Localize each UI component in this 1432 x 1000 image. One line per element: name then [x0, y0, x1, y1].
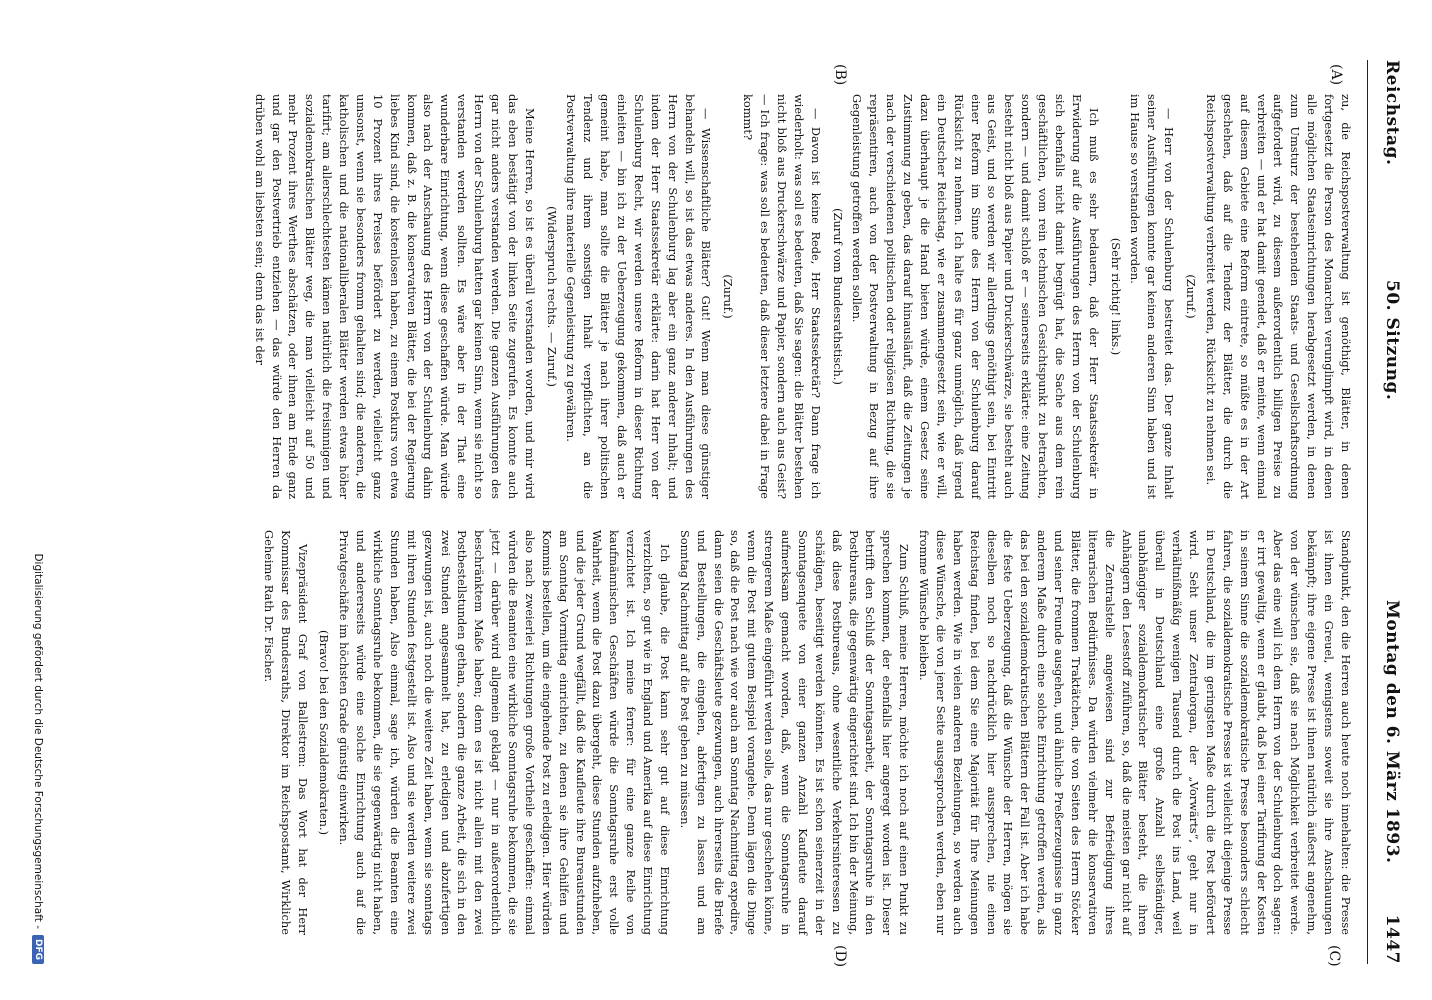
- margin-marker-d: (D): [832, 945, 848, 968]
- interjection: (Zuruf.): [1184, 274, 1199, 319]
- paragraph: Ich muß es sehr bedauern, daß der Herr Staatssekretär in Erwiderung auf die Ausführungen des Herrn von der Schulenburg sich ebenfalls nicht damit begnügt hat, die Sache aus dem rein geschäftlichen, vom rein technischen Gesichtspunkt zu betrachten, sondern — und damit schloß er — seinerseits erklärte: eine Zeitung besteht nicht bloß aus Papier und Druckerschwärze, sie besteht auch aus Geist, und so werden wir allerdings genöthigt sein, bei Eintritt einer Reform im Sinne des Herrn von der Schulenburg darauf Rücksicht zu nehmen. Ich halte es für ganz unmöglich, daß irgend ein Deutscher Reichstag, wie er zusammengesetzt sein, wie er will, dazu überhaupt je die Hand bieten würde, einem Gesetz seine Zustimmung zu geben, das darauf hinausläuft, daß die Zeitungen je nach der verschiedenen politischen oder religiösen Richtung, die sie repräsentiren, auch von der Postverwaltung in Bezug auf ihre Gegenleistung getroffen werden sollen.: [850, 94, 1101, 499]
- paragraph: Standpunkt, den die Herren auch heute noch innehalten: die Presse ist ihnen ein Greuel, wenigstens soweit sie ihre Anschauungen bekämpft; ihre eigene Presse ist ihnen natürlich äußerst angenehm, von der wünschen sie, daß sie nach Möglichkeit verbreitet werde. Aber das eine will ich dem Herrn von der Schulenburg doch sagen: er irrt gewaltig, wenn er glaubt, daß bei einer Tarifirung der Kosten in seinem Sinne die sozialdemokratische Presse besonders schlecht fahren, die sozialdemokratische Presse ist vielleicht diejenige Presse in Deutschland, die im geringsten Maße durch die Post befördert wird. Seht unser Zentralorgan, der „Vorwärts“, geht nur in verhältnißmäßig wenigen Tausend durch die Post ins Land, weil überall in Deutschland eine große Anzahl selbständiger, unabhängiger sozialdemokratischer Blätter besteht, die ihren Anhängern den Lesestoff zuführen, so, daß die meisten gar nicht auf die Zentralstelle angewiesen sind zur Befriedigung ihres literarischen Bedürfnisses. Da würden vielmehr die konservativen Blätter, die frommen Traktätchen, die von Seiten des Herrn Stöcker und seiner Freunde ausgehen, und ähnliche Preßerzeugnisse in ganz anderem Maße durch eine solche Einrichtung getroffen werden, als das bei den sozialdemokratischen Blättern der Fall ist. Aber ich habe die feste Ueberzeugung, daß die Wünsche der Herren, mögen sie dieselben noch so nachdrücklich hier aussprechen, nie einen Reichstag finden, bei dem Sie eine Majorität für Ihre Meinungen haben werden. Wie in vielen anderen Beziehungen, so werden auch diese Wünsche, die von jener Seite ausgesprochen werden, eben nur fromme Wünsche bleiben.: [917, 530, 1353, 935]
- header-rule: [1367, 60, 1368, 964]
- interjection: (Sehr richtig! links.): [1108, 237, 1123, 356]
- digitization-footer: [32, 60, 44, 964]
- interjection: (Zuruf vom Bundesrathstisch.): [830, 208, 845, 385]
- running-header: [1366, 60, 1402, 964]
- header-session: 50. Sitzung.: [1382, 280, 1402, 401]
- paragraph: Vizepräsident Graf von Ballestrem: Das Wort hat der Herr Kommissar des Bundesraths, Direktor im Reichspostamt, Wirkliche Geheime Rath Dr. Fischer.: [261, 530, 310, 935]
- digitization-note: Digitalisierung gefördert durch die Deutsche Forschungsgemeinschaft -: [32, 553, 44, 929]
- page-number: 1447: [1382, 914, 1402, 964]
- header-title: Reichstag.: [1382, 60, 1402, 166]
- left-column: [248, 94, 1354, 499]
- paragraph: zu, die Reichspostverwaltung ist genöthigt, Blätter, in denen fortgesetzt die Person des Monarchen verunglimpft wird, in denen alle möglichen Staatseinrichtungen herabgesetzt werden, in denen zum Umsturz der bestehenden Staats- und Gesellschaftsordnung aufgefordert wird, zu diesem außerordentlich billigen Preise zu verbreiten — und er hat damit geendet, daß er meinte, wenn einmal auf diesem Gebiete eine Reform eintrete, so müßte es in der Art geschehen, daß auf die Tendenz der Blätter, die durch die Reichspostverwaltung verbreitet werden, Rücksicht zu nehmen sei.: [1204, 94, 1353, 499]
- paragraph: — Davon ist keine Rede, Herr Staatssekretär? Dann frage ich wiederholt: was soll es bedeuten, daß Sie sagen: die Blätter bestehen nicht bloß aus Druckerschwärze und Papier, sondern auch aus Geist? — Ich frage: was soll es bedeuten, daß dieser letztere dabei in Frage kommt?: [741, 94, 823, 499]
- interjection: (Bravo! bei den Sozialdemokraten.): [317, 629, 332, 836]
- interjection: (Widerspruch rechts. — Zuruf.): [544, 206, 559, 387]
- margin-marker-a: (A): [1328, 64, 1344, 86]
- paragraph: Meine Herren, so ist es überall verstanden worden, und mir wird das eben bestätigt von der linken Seite zugerufen. Es konnte auch gar nicht anders verstanden werden. Die ganzen Ausführungen des Herrn von der Schulenburg hatten gar keinen Sinn, wenn sie nicht so verstanden werden sollten. Es wäre aber in der That eine wunderbare Einrichtung, wenn diese geschaffen würde. Man würde also nach der Anschauung des Herrn von der Schulenburg dahin kommen, daß z. B. die konservativen Blätter, die bei der Regierung liebes Kind sind, die kostenlosen haben, zu einem Postkurs von etwa 10 Prozent ihres Preises befördert zu werden, vielleicht ganz umsonst, wenn sie besonders fromm gehalten sind; die anderen, die katholischen und die nationalliberalen Blätter werden etwas höher tarifirt; am allerschlechtesten kämen natürlich die freisinnigen und sozialdemokratischen Blätter weg, die man vielleicht auf 50 und mehr Prozent ihres Werthes abschätzen, oder ihnen am Ende ganz und gar den Postvertrieb entziehen — das würde den Herren da drüben wohl am liebsten sein; denn das ist der: [252, 94, 537, 499]
- dfg-logo: DFG: [32, 935, 44, 964]
- margin-marker-b: (B): [832, 64, 848, 86]
- interjection: (Zuruf.): [721, 274, 736, 319]
- paragraph: — Wissenschaftliche Blätter? Gut! Wenn man diese günstiger behandeln will, so ist das etwas anderes. In den Ausführungen des Herrn von der Schulenburg lag aber ein ganz anderer Inhalt; und indem der Herr Staatssekretär erklärte: darin hat Herr von der Schulenburg Recht, wir werden unsere Reform in dieser Richtung einleiten — bin ich zu der Ueberzeugung gekommen, daß auch er gemeint habe, man sollte die Blätter je nach ihrer politischen Tendenz und ihrem sonstigen Inhalt verpflichten, an die Postverwaltung ihre materielle Gegenleistung zu gewähren.: [564, 94, 714, 499]
- paragraph: Ich glaube, die Post kann sehr gut auf diese Einrichtung verzichten, so gut wie in England und Amerika auf diese Einrichtung verzichtet ist. Ich meine ferner: für eine ganze Reihe von kaufmännischen Geschäften würde die Sonntagsruhe erst volle Wahrheit, wenn die Post dazu übergeht, diese Stunden aufzuheben, und die jeder Grund wegfällt, daß die Kaufleute ihre Bureaustunden am Sonntag Vormittag einrichten, zu denen sie ihre Gehilfen und Kommis bestellen, um die eingehende Post zu erledigen. Hier würden also nach zweierlei Richtungen große Vortheile geschaffen: einmal würden die Beamten eine wirkliche Sonntagsruhe bekommen, die sie jetzt — darüber wird allgemein geklagt — nur in außerordentlich beschränktem Maße haben; denn es ist nicht allein mit den zwei Postbestellstunden gethan, sondern die ganze Arbeit, die sich in den zwei Stunden angesammelt hat, zu erledigen und abzufertigen gezwungen ist, auch noch die weitere Zeit haben, wenn sie sonntags mit ihren Stunden festgestellt ist. Also und sie werden weitere zwei Stunden haben, Also einmal, sage ich, würden die Beamten eine wirkliche Sonntagsruhe bekommen, die sie gegenwärtig nicht haben, und andererseits würde eine solche Einrichtung auch auf die Privatgeschäfte im höchsten Grade günstig einwirken.: [337, 530, 672, 935]
- header-date: Montag den 6. März 1893.: [1382, 600, 1402, 864]
- margin-marker-c: (C): [1326, 945, 1342, 967]
- right-column: [257, 530, 1354, 935]
- paragraph: Zum Schluß, meine Herren, möchte ich noch auf einen Punkt zu sprechen kommen, der ebenfalls hier angeregt worden ist. Dieser betrifft den Schluß der Sonntagsarbeit, der Sonntagsruhe in den Postbureaus, die gegenwärtig eingerichtet sind. Ich bin der Meinung, daß diese Postbureaus, ohne wesentliche Verkehrsinteressen zu schädigen, beseitigt werden könnten. Es ist schon seinerzeit in der Sonntagsenquete von einer ganzen Anzahl Kaufleute darauf aufmerksam gemacht worden, daß, wenn die Sonntagsruhe in strengerem Maße eingeführt werden solle, das nur geschehen könne, wenn die Post mit gutem Beispiel vorangehe. Denn lägen die Dinge so, daß die Post nach wie vor auch am Sonntag Nachmittag expedire, dann seien die Geschäftsleute gezwungen, auch ihrerseits die Briefe und Bestellungen, die eingehen, abfertigen zu lassen und am Sonntag Nachmittag auf die Post geben zu müssen.: [677, 530, 912, 935]
- paragraph: — Herr von der Schulenburg bestreitet das. Der ganze Inhalt seiner Ausführungen konnte gar keinen anderen Sinn haben und ist im Hause so verstanden worden.: [1128, 94, 1177, 499]
